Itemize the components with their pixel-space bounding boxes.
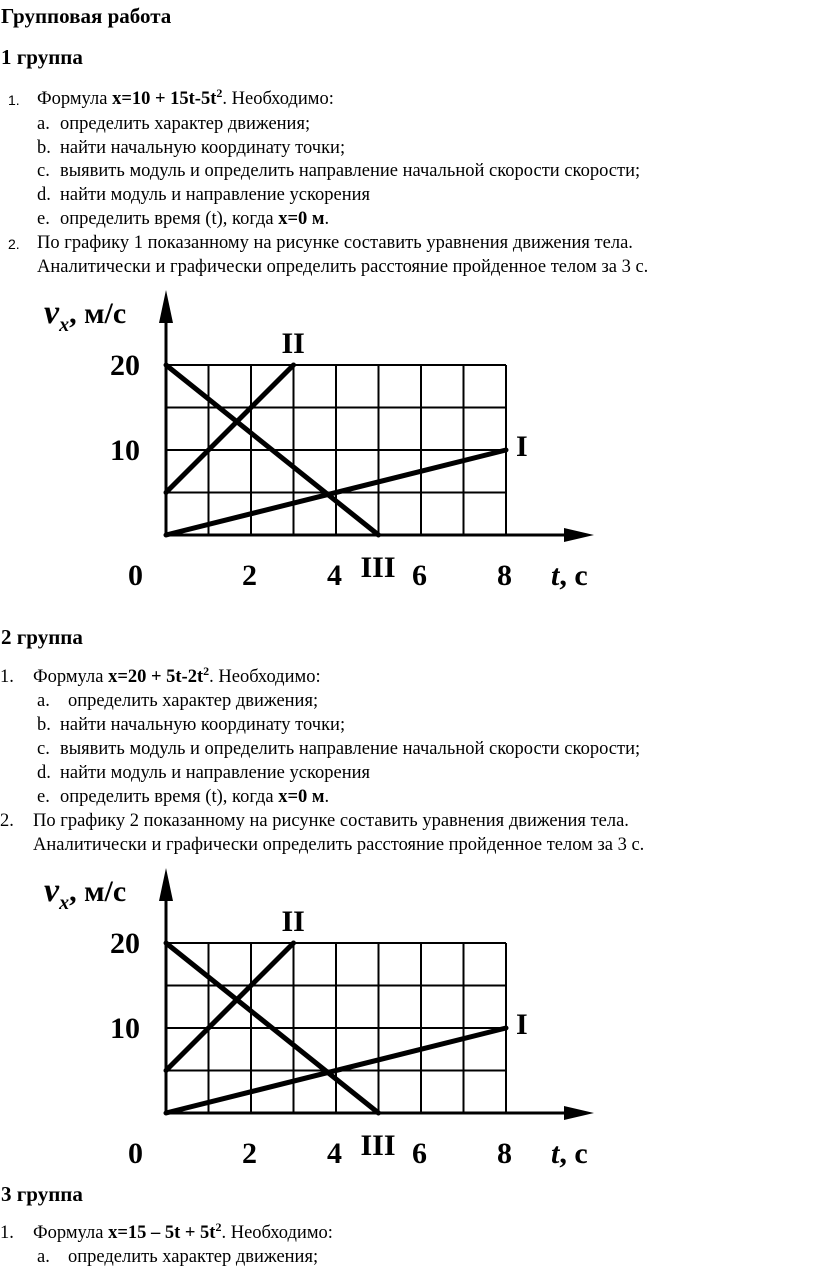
subtask-letter: d. (37, 185, 51, 205)
x-tick-label: 2 (242, 559, 257, 592)
x-axis-label-symbol: t (551, 559, 560, 592)
subtask-text: определить характер движения; (60, 114, 311, 134)
x-axis-label (551, 1137, 588, 1170)
formula-prefix: Формула (33, 1223, 109, 1243)
subtask-letter: a. (37, 691, 50, 711)
task-text-line: По графику 2 показанному на рисунке составить уравнения движения тела. (33, 811, 629, 831)
x-tick-label: 4 (327, 1137, 342, 1170)
task-text-line: Аналитически и графически определить расстояние пройденное телом за 3 с. (37, 257, 649, 277)
formula-expression: x=20 + 5t-2t (108, 667, 204, 687)
y-axis-label (44, 872, 126, 914)
origin-label: 0 (128, 559, 143, 592)
x-tick-label: 2 (242, 1137, 257, 1170)
formula-line (33, 1222, 333, 1244)
group-1-heading: 1 группа (1, 45, 83, 69)
subtask-text: найти начальную координату точки; (60, 715, 346, 735)
y-tick-label: 10 (110, 1012, 140, 1045)
subtask-letter: d. (37, 763, 51, 783)
subtask-letter: b. (37, 715, 51, 735)
y-axis-label-symbol: v (44, 294, 60, 331)
page-title: Групповая работа (1, 4, 172, 28)
subtask-text: определить время (t), когда (60, 209, 279, 229)
list-number: 1. (0, 667, 14, 687)
task-text-line: Аналитически и графически определить расстояние пройденное телом за 3 с. (33, 835, 645, 855)
subtask-letter: c. (37, 161, 50, 181)
series-line-II (166, 943, 294, 1071)
y-axis-label-unit: , м/с (69, 875, 127, 908)
x-axis-label-symbol: t (551, 1137, 560, 1170)
x-tick-label: 6 (412, 559, 427, 592)
series-label-I: I (516, 430, 528, 463)
formula-prefix: Формула (37, 89, 113, 109)
subtask-suffix: . (324, 209, 330, 229)
list-number: 2. (0, 811, 14, 831)
x-axis-label-unit: , с (559, 559, 588, 592)
y-tick-label: 20 (110, 927, 140, 960)
subtask-bold: x=0 м (278, 787, 325, 807)
subtask-letter: c. (37, 739, 50, 759)
group-2-heading: 2 группа (1, 625, 83, 649)
x-axis-arrow (564, 1106, 594, 1120)
list-number: 1. (8, 92, 20, 108)
series-label-III: III (360, 1129, 396, 1162)
task-text-line: По графику 1 показанному на рисунке составить уравнения движения тела. (37, 233, 633, 253)
series-label-II: II (281, 905, 305, 938)
y-axis-label-subscript: x (59, 314, 70, 336)
y-tick-label: 20 (110, 349, 140, 382)
formula-exponent: 2 (203, 664, 210, 678)
subtask-text: найти модуль и направление ускорения (60, 185, 371, 205)
x-tick-label: 6 (412, 1137, 427, 1170)
list-number: 1. (0, 1223, 14, 1243)
subtask-letter: a. (37, 114, 50, 134)
formula-prefix: Формула (33, 667, 109, 687)
subtask-text: определить время (t), когда (60, 787, 279, 807)
subtask-bold: x=0 м (278, 209, 325, 229)
y-tick-label: 10 (110, 434, 140, 467)
series-label-II: II (281, 327, 305, 360)
formula-exponent: 2 (216, 86, 223, 100)
subtask-letter: a. (37, 1247, 50, 1267)
list-number: 2. (8, 236, 20, 252)
y-axis-arrow (159, 868, 173, 901)
formula-exponent: 2 (215, 1220, 222, 1234)
subtask-suffix: . (324, 787, 330, 807)
series-label-I: I (516, 1008, 528, 1041)
subtask-letter: e. (37, 787, 50, 807)
grid (166, 943, 506, 1113)
subtask-text: определить характер движения; (68, 691, 319, 711)
series-label-III: III (360, 551, 396, 584)
y-axis-label-subscript: x (59, 892, 70, 914)
group-3-heading: 3 группа (1, 1182, 83, 1206)
x-tick-label: 8 (497, 559, 512, 592)
subtask-letter: b. (37, 138, 51, 158)
formula-suffix: . Необходимо: (209, 667, 321, 687)
x-tick-label: 8 (497, 1137, 512, 1170)
formula-suffix: . Необходимо: (222, 89, 334, 109)
y-axis-label-unit: , м/с (69, 297, 127, 330)
subtask-text: выявить модуль и определить направление начальной скорости скорости; (60, 739, 641, 759)
y-axis-label-symbol: v (44, 872, 60, 909)
subtask-text: выявить модуль и определить направление начальной скорости скорости; (60, 161, 641, 181)
formula-expression: x=10 + 15t-5t (112, 89, 217, 109)
x-axis-label-unit: , с (559, 1137, 588, 1170)
subtask-text: определить характер движения; (68, 1247, 319, 1267)
origin-label: 0 (128, 1137, 143, 1170)
subtask-text: найти начальную координату точки; (60, 138, 346, 158)
subtask-letter: e. (37, 209, 50, 229)
subtask-text: найти модуль и направление ускорения (60, 763, 371, 783)
formula-suffix: . Необходимо: (221, 1223, 333, 1243)
formula-expression: x=15 – 5t + 5t (108, 1223, 216, 1243)
x-tick-label: 4 (327, 559, 342, 592)
